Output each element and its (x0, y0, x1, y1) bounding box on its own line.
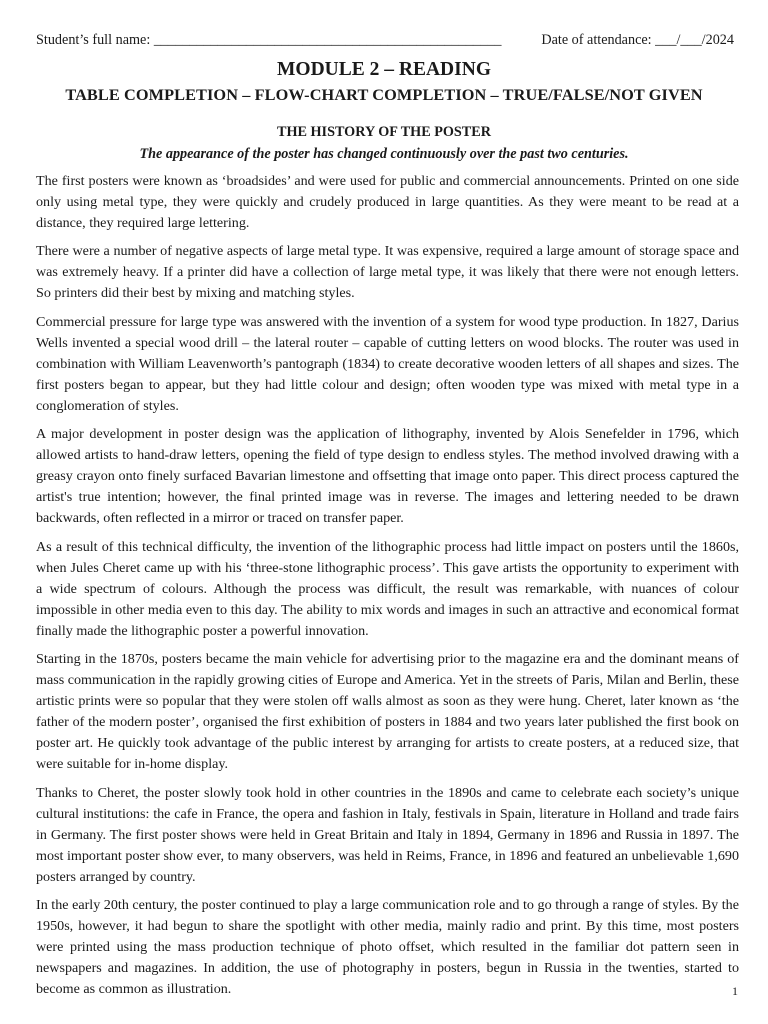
student-name-label: Student’s full name: (36, 32, 154, 48)
paragraph: In the early 20th century, the poster continued to play a large communication role and to go through a range of styles. By the 1950s, however, it had begun to share the spotlight with other media, mainly radio and print. By this time, most posters were printed using the mass production technique of photo offset, which resulted in the familiar dot pattern seen in newspapers and magazines. In addition, the use of photography in posters, begun in Russia in the twenties, started to become as common as illustration. (36, 897, 739, 998)
student-name-blank: _________________________________________________ (153, 32, 502, 48)
module-subtitle: TABLE COMPLETION – FLOW-CHART COMPLETION – TRUE/FALSE/NOT GIVEN (65, 85, 703, 104)
paragraph: A major development in poster design was the application of lithography, invented by Alois Senefelder in 1796, which allowed artists to hand-draw letters, opening the field of type design to endless styles. The method involved drawing with a greasy crayon onto finely surfaced Bavarian limestone and offsetting that image onto paper. This direct process captured the artist's true intention; however, the final printed image was in reverse. The images and lettering needed to be drawn backwards, often reflected in a mirror or traced on transfer paper. (36, 426, 739, 527)
paragraph: Thanks to Cheret, the poster slowly took hold in other countries in the 1890s and came to celebrate each society’s unique cultural institutions: the cafe in France, the opera and fashion in Italy, festivals in Spain, literature in Holland and trade fairs in Germany. The first poster shows were held in Great Britain and Italy in 1894, Germany in 1896 and Russia in 1897. The most important poster show ever, to many observers, was held in Reims, France, in 1896 and featured an unbelievable 1,690 posters arranged by country. (36, 784, 739, 885)
student-name-line (36, 30, 501, 50)
paragraph: There were a number of negative aspects of large metal type. It was expensive, required a large amount of storage space and was extremely heavy. If a printer did have a collection of large metal type, it was likely that there were not enough letters. So printers did their best by mixing and matching styles. (36, 243, 739, 302)
paragraph: The first posters were known as ‘broadsides’ and were used for public and commercial announcements. Printed on one side only using metal type, they were quickly and crudely produced in large quantities. As they were meant to be read at a distance, they required large lettering. (36, 173, 739, 232)
paragraph: As a result of this technical difficulty, the invention of the lithographic process had little impact on posters until the 1860s, when Jules Cheret came up with his ‘three-stone lithographic process’. This gave artists the opportunity to experiment with a wide spectrum of colours. Although the process was difficult, the result was remarkable, with nuances of colour impossible in other media even to this day. The ability to mix words and images in such an attractive and economical format finally made the lithographic poster a powerful innovation. (36, 538, 739, 639)
module-title: MODULE 2 – READING (277, 59, 491, 80)
article-subtitle: The appearance of the poster has changed continuously over the past two centuries. (139, 146, 629, 162)
attendance-date-line (541, 30, 734, 50)
attendance-date-label: Date of attendance: (541, 32, 656, 48)
student-header (36, 30, 734, 50)
paragraph: Commercial pressure for large type was answered with the invention of a system for wood type production. In 1827, Darius Wells invented a special wood drill – the lateral router – capable of cutting letters on wood blocks. The router was used in combination with William Leavenworth’s pantograph (1834) to create decorative wooden letters of all shapes and sizes. The first posters began to appear, but they had little colour and design; often wooden type was mixed with metal type in a conglomeration of styles. (36, 313, 739, 414)
article-body (36, 171, 739, 1007)
article-title: THE HISTORY OF THE POSTER (277, 124, 491, 140)
attendance-date-value: ___/___/2024 (655, 32, 734, 48)
paragraph: Starting in the 1870s, posters became the main vehicle for advertising prior to the magazine era and the dominant means of mass communication in the rapidly growing cities of Europe and America. Yet in the streets of Paris, Milan and Berlin, these artistic prints were so popular that they were stolen off walls almost as soon as they were hung. Cheret, later known as ‘the father of the modern poster’, organised the first exhibition of posters in 1884 and two years later published the first book on poster art. He quickly took advantage of the public interest by arranging for artists to create posters, at a reduced size, that were suitable for in-home display. (36, 650, 739, 773)
page-number: 1 (732, 984, 738, 998)
